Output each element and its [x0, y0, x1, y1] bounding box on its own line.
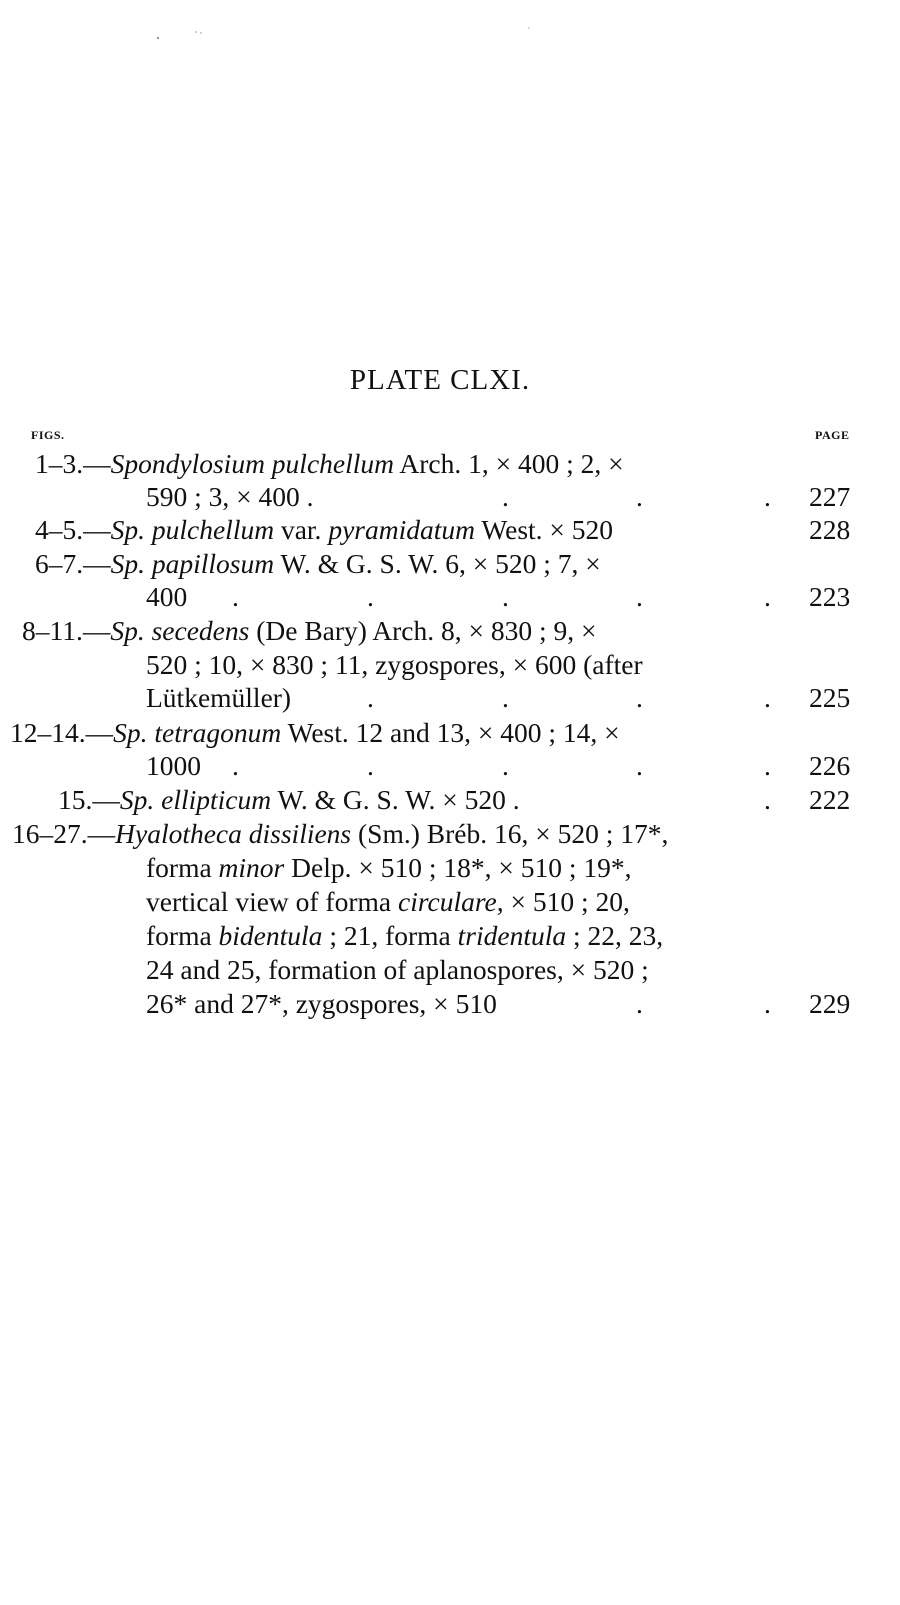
figure-number: 15.— [58, 784, 120, 815]
figure-number: 8–11.— [22, 615, 111, 646]
entry-text: × 510 ; 20, [503, 886, 630, 917]
entry-text: Lütkemüller) [146, 682, 292, 713]
entry-text: 26* and 27*, zygospores, × 510 [146, 988, 497, 1019]
entry-text: Delp. × 510 ; 18*, × 510 ; 19*, [284, 852, 632, 883]
entry-text: West. × 520 [474, 514, 614, 545]
entry-text: 520 ; 10, × 830 ; 11, zygospores, × 600 (after [146, 649, 643, 680]
entry-text: (De Bary) Arch. 8, × 830 ; 9, × [249, 615, 597, 646]
page-number: 223 [809, 581, 851, 612]
entry-7-line-2 [0, 851, 900, 885]
forma-name: circulare, [397, 886, 504, 917]
entry-5-line-1 [0, 716, 900, 750]
entry-text: W. & G. S. W. 6, × 520 ; 7, × [274, 548, 601, 579]
entry-4-line-3: Lütkemüller) . . . . 225 [0, 681, 900, 715]
entry-text: ; 22, 23, [566, 920, 664, 951]
figure-number: 6–7.— [35, 548, 111, 579]
entry-3-line-1 [0, 547, 900, 581]
entry-text: vertical view of forma [146, 886, 398, 917]
entry-7-line-1 [0, 817, 900, 851]
entry-text: forma [146, 920, 219, 951]
entry-3-line-2: 400 . . . . . 223 [0, 580, 900, 614]
figure-number: 1–3.— [35, 448, 111, 479]
entry-text: 590 ; 3, × 400 . [146, 481, 314, 512]
species-name: Hyalotheca dissiliens [115, 818, 352, 849]
entry-text: var. [274, 514, 329, 545]
page-column-header: PAGE [815, 428, 850, 442]
entry-text: 400 [146, 581, 188, 612]
entry-7-line-6: 26* and 27*, zygospores, × 510 . . 229 [0, 987, 900, 1021]
entry-1-line-1 [0, 447, 900, 481]
entry-6-line-1: 15.—Sp. ellipticum W. & G. S. W. × 520 . . 222 [0, 783, 900, 817]
page-number: 222 [809, 784, 851, 815]
page-number: 225 [809, 682, 851, 713]
entry-7-line-5 [0, 953, 900, 987]
species-name: Sp. pulchellum [110, 514, 275, 545]
entry-text: West. 12 and 13, × 400 ; 14, × [281, 717, 620, 748]
forma-name: minor [218, 852, 285, 883]
variety-name: pyramidatum [328, 514, 475, 545]
entry-7-line-4 [0, 919, 900, 953]
entry-text: ; 21, forma [322, 920, 458, 951]
entry-text: 24 and 25, formation of aplanospores, × 520 ; [146, 954, 649, 985]
figure-number: 12–14.— [10, 717, 114, 748]
entry-text: W. & G. S. W. × 520 . [271, 784, 520, 815]
figure-number: 4–5.— [35, 514, 111, 545]
entry-4-line-2 [0, 648, 900, 682]
species-name: Sp. ellipticum [119, 784, 272, 815]
species-name: Sp. tetragonum [113, 717, 282, 748]
figs-column-header: FIGS. [31, 428, 65, 442]
page-number: 227 [809, 481, 851, 512]
figure-number: 16–27.— [12, 818, 116, 849]
page-number: 226 [809, 750, 851, 781]
entry-text: 1000 [146, 750, 201, 781]
species-name: Sp. secedens [110, 615, 250, 646]
entry-7-line-3 [0, 885, 900, 919]
species-name: Sp. papillosum [110, 548, 275, 579]
entry-4-line-1 [0, 614, 900, 648]
species-name: Spondylosium pulchellum [110, 448, 394, 479]
entry-1-line-2: 590 ; 3, × 400 . . . . 227 [0, 480, 900, 514]
entry-text: (Sm.) Bréb. 16, × 520 ; 17*, [351, 818, 669, 849]
plate-title: PLATE CLXI. [349, 364, 531, 396]
paper-specks [150, 20, 550, 50]
forma-name: tridentula [457, 920, 567, 951]
entry-text: forma [146, 852, 219, 883]
entry-text: Arch. 1, × 400 ; 2, × [394, 448, 624, 479]
forma-name: bidentula [218, 920, 323, 951]
page-number: 228 [809, 514, 851, 545]
entry-2-line-1 [0, 513, 900, 547]
page-number: 229 [809, 988, 851, 1019]
entry-5-line-2: 1000 . . . . . 226 [0, 749, 900, 783]
